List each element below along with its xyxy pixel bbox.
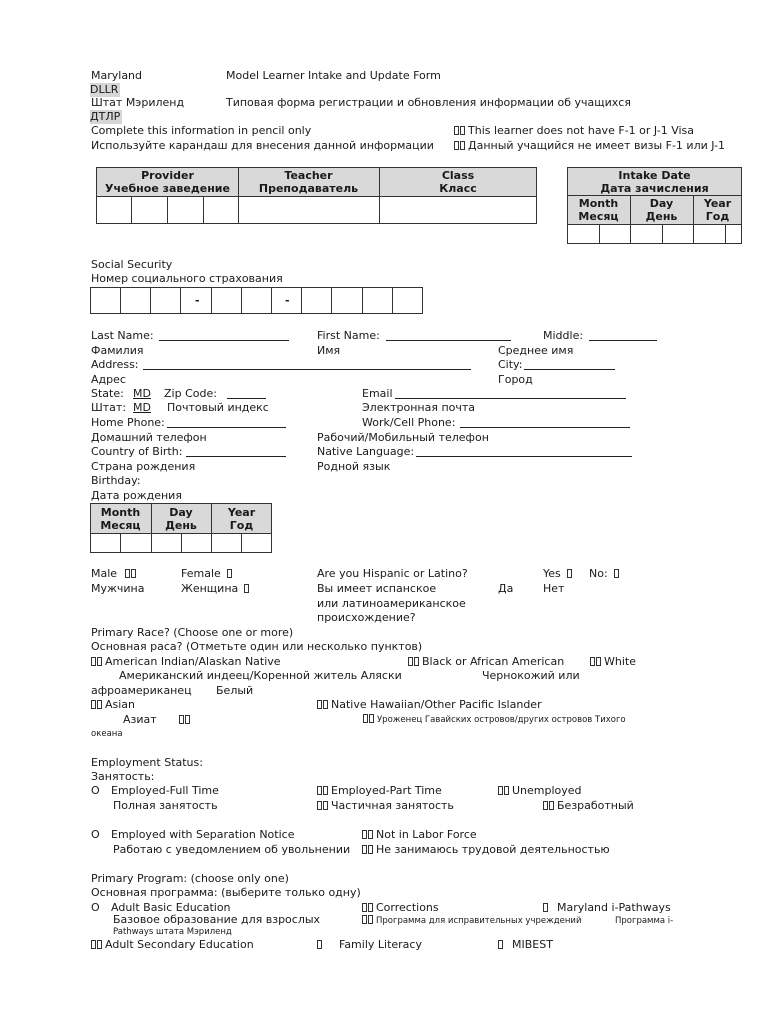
native-language-label-ru: Родной язык [317, 460, 391, 473]
intake-date-input-row [568, 224, 741, 243]
ssn-divider [241, 287, 242, 314]
ssn-dash: - [195, 294, 200, 307]
email-label-ru: Электронная почта [362, 401, 476, 414]
checkbox-icon[interactable] [362, 915, 375, 926]
checkbox-icon[interactable] [363, 714, 376, 725]
last-name-label: Last Name: [91, 329, 154, 342]
header-state-ru: Штат Мэриленд [91, 96, 185, 109]
hispanic-no-ru: Нет [543, 582, 565, 595]
employment-part-time[interactable] [317, 784, 442, 798]
corrections-label: Corrections [376, 901, 439, 914]
race-label-en: Primary Race? (Choose one or more) [91, 626, 294, 639]
race-label-ru: Основная раса? (Отметьте один или несколько пунктов) [91, 640, 423, 653]
checkbox-icon[interactable] [362, 902, 375, 913]
hispanic-question-ru-3: происхождение? [317, 611, 416, 624]
program-family-literacy[interactable] [317, 938, 422, 952]
visa-label-ru: Данный учащийся не имеет визы F-1 или J-1 [468, 139, 726, 152]
pencil-instruction-en: Complete this information in pencil only [91, 124, 312, 137]
program-ipathways[interactable] [543, 901, 671, 915]
ase-label: Adult Secondary Education [105, 938, 254, 951]
hispanic-no-label: No: [589, 567, 608, 580]
checkbox-icon[interactable] [408, 656, 421, 667]
city-label-ru: Город [498, 373, 533, 386]
gender-male[interactable] [91, 567, 139, 581]
family-literacy-label: Family Literacy [339, 938, 422, 951]
table-divider [241, 533, 242, 553]
separation-label-ru: Работаю с уведомлением об увольнении [113, 843, 351, 856]
ssn-divider [301, 287, 302, 314]
program-ase[interactable] [91, 938, 254, 952]
ssn-divider [120, 287, 121, 314]
ipathways-label-ru-2: Pathways штата Мэриленд [113, 927, 232, 937]
hispanic-yes-ru: Да [498, 582, 514, 595]
zip-field[interactable] [227, 398, 266, 399]
gender-female[interactable] [181, 567, 241, 581]
checkbox-icon[interactable] [91, 699, 104, 710]
checkbox-icon[interactable] [227, 568, 240, 579]
american-indian-label-ru: Американский индеец/Коренной житель Аляски [119, 669, 402, 682]
address-field[interactable] [143, 369, 471, 370]
provider-cell-4[interactable] [204, 197, 238, 223]
program-label-en: Primary Program: (choose only one) [91, 872, 289, 885]
city-label: City: [498, 358, 523, 371]
checkbox-icon[interactable] [91, 939, 104, 950]
hispanic-question-ru-2: или латиноамериканское [317, 597, 466, 610]
table-divider [599, 224, 600, 244]
male-label-ru: Мужчина [91, 582, 145, 595]
separation-label: Employed with Separation Notice [111, 828, 295, 841]
hispanic-yes-label: Yes [543, 567, 561, 580]
checkbox-icon[interactable] [317, 800, 330, 811]
state-label: State: [91, 387, 124, 400]
country-label-ru: Страна рождения [91, 460, 196, 473]
checkbox-icon[interactable] [91, 656, 104, 667]
birth-day-header: Day День [165, 506, 197, 532]
race-asian[interactable] [91, 698, 135, 712]
work-phone-label: Work/Cell Phone: [362, 416, 456, 429]
header-state-en: Maryland [91, 69, 143, 82]
birth-year-header: Year Год [227, 506, 256, 532]
ssn-divider [331, 287, 332, 314]
black-label-ru-1: Чернокожий или [482, 669, 580, 682]
radio-icon[interactable]: O [91, 828, 100, 841]
employment-label-en: Employment Status: [91, 756, 203, 769]
corrections-label-ru: Программа для исправительных учреждений [362, 914, 581, 928]
asian-label: Asian [105, 698, 136, 711]
native-language-label: Native Language: [317, 445, 415, 458]
employment-separation[interactable] [91, 828, 294, 842]
zip-label-ru: Почтовый индекс [167, 401, 269, 414]
race-american-indian[interactable] [91, 655, 281, 669]
table-divider [181, 533, 182, 553]
visa-checkbox-ru[interactable] [454, 139, 725, 153]
employment-unemployed[interactable] [498, 784, 582, 798]
checkbox-icon[interactable] [125, 568, 138, 579]
female-label: Female [181, 567, 221, 580]
white-label-ru: Белый [216, 684, 254, 697]
checkbox-icon[interactable] [317, 939, 330, 950]
birth-month-header: Month Месяц [100, 506, 141, 532]
form-title-ru: Типовая форма регистрации и обновления информации об учащихся [226, 96, 631, 109]
table-divider [120, 533, 121, 553]
country-field[interactable] [186, 456, 286, 457]
checkbox-icon[interactable] [362, 844, 375, 855]
radio-icon[interactable]: O [91, 784, 100, 797]
black-label-ru-2: афроамериканец [91, 684, 192, 697]
black-label: Black or African American [422, 655, 565, 668]
abe-label: Adult Basic Education [111, 901, 231, 914]
hispanic-no[interactable] [589, 567, 628, 581]
email-field[interactable] [395, 398, 626, 399]
ssn-input-grid[interactable] [90, 287, 423, 314]
intake-month-header: Month Месяц [578, 197, 619, 223]
provider-cell-2[interactable] [132, 197, 167, 223]
hawaiian-label-ru-2: океана [91, 729, 123, 739]
race-white[interactable] [590, 655, 636, 669]
last-name-label-ru: Фамилия [91, 344, 144, 357]
ssn-divider [271, 287, 272, 314]
checkbox-icon[interactable] [498, 785, 511, 796]
state-value-ru: MD [133, 401, 151, 414]
first-name-label: First Name: [317, 329, 380, 342]
radio-icon[interactable]: O [91, 901, 100, 914]
checkbox-icon[interactable] [362, 829, 375, 840]
teacher-cell[interactable] [239, 197, 379, 223]
hawaiian-label-ru-1: Уроженец Гавайских островов/других островов Тихого [363, 713, 626, 727]
unemployed-label-ru: Безработный [543, 799, 634, 813]
home-phone-label: Home Phone: [91, 416, 165, 429]
home-phone-field[interactable] [167, 427, 286, 428]
checkbox-icon[interactable] [567, 568, 580, 579]
birthday-label: Birthday: [91, 474, 141, 487]
intake-date-title: Intake Date Дата зачисления [600, 169, 709, 195]
last-name-field[interactable] [159, 340, 289, 341]
checkbox-icon[interactable] [543, 800, 556, 811]
zip-label: Zip Code: [164, 387, 217, 400]
part-time-label: Employed-Part Time [331, 784, 442, 797]
provider-cell-1[interactable] [97, 197, 131, 223]
mibest-label: MIBEST [512, 938, 553, 951]
ssn-divider [150, 287, 151, 314]
ipathways-label: Maryland i-Pathways [557, 901, 671, 914]
teacher-header: Teacher Преподаватель [258, 169, 359, 195]
email-label: Email [362, 387, 393, 400]
american-indian-label: American Indian/Alaskan Native [105, 655, 281, 668]
work-phone-field[interactable] [460, 427, 630, 428]
employment-full-time[interactable] [91, 784, 219, 798]
checkbox-icon[interactable] [614, 568, 627, 579]
state-label-ru: Штат: [91, 401, 127, 414]
birthday-label-ru: Дата рождения [91, 489, 182, 502]
class-cell[interactable] [380, 197, 536, 223]
table-divider [567, 195, 742, 196]
ssn-dash: - [285, 294, 290, 307]
table-divider [567, 224, 742, 225]
pencil-instruction-ru: Используйте карандаш для внесения данной информации [91, 139, 434, 152]
ssn-divider [392, 287, 393, 314]
checkbox-icon[interactable] [317, 699, 330, 710]
full-time-label: Employed-Full Time [111, 784, 219, 797]
city-field[interactable] [524, 369, 615, 370]
hispanic-yes[interactable] [543, 567, 581, 581]
checkbox-icon[interactable] [179, 714, 192, 725]
full-time-label-ru: Полная занятость [113, 799, 218, 812]
middle-name-field[interactable] [589, 340, 657, 341]
ssn-divider [362, 287, 363, 314]
male-label: Male [91, 567, 118, 580]
race-black[interactable] [408, 655, 564, 669]
ssn-divider [180, 287, 181, 314]
ssn-label-ru: Номер социального страхования [91, 272, 283, 285]
program-mibest[interactable] [498, 938, 553, 952]
visa-label-en: This learner does not have F-1 or J-1 Visa [468, 124, 694, 137]
header-agency-en: DLLR [90, 83, 119, 96]
ipathways-label-ru-1: Программа i- [615, 916, 674, 926]
work-phone-label-ru: Рабочий/Мобильный телефон [317, 431, 489, 444]
ssn-label-en: Social Security [91, 258, 173, 271]
checkbox-icon[interactable] [543, 902, 556, 913]
address-label: Address: [91, 358, 139, 371]
race-hawaiian[interactable] [317, 698, 542, 712]
state-value[interactable]: MD [133, 387, 151, 400]
table-divider [662, 224, 663, 244]
program-corrections[interactable] [362, 901, 439, 915]
white-label: White [604, 655, 636, 668]
female-label-ru: Женщина [181, 582, 258, 596]
checkbox-icon[interactable] [454, 140, 467, 151]
middle-name-label: Middle: [543, 329, 584, 342]
checkbox-icon[interactable] [244, 583, 257, 594]
header-agency-ru: ДТЛР [90, 110, 121, 123]
first-name-field[interactable] [386, 340, 511, 341]
employment-not-in-labor[interactable] [362, 828, 477, 842]
checkbox-icon[interactable] [498, 939, 511, 950]
asian-label-ru: Азиат [123, 713, 193, 727]
native-language-field[interactable] [416, 456, 632, 457]
form-title-en: Model Learner Intake and Update Form [226, 69, 441, 82]
table-divider [725, 224, 726, 244]
visa-checkbox-en[interactable] [454, 124, 694, 138]
part-time-label-ru: Частичная занятость [317, 799, 454, 813]
middle-name-label-ru: Среднее имя [498, 344, 574, 357]
checkbox-icon[interactable] [590, 656, 603, 667]
program-label-ru: Основная программа: (выберите только одну) [91, 886, 361, 899]
hispanic-question-en: Are you Hispanic or Latino? [317, 567, 468, 580]
country-label: Country of Birth: [91, 445, 183, 458]
intake-day-header: Day День [645, 197, 678, 223]
ssn-divider [211, 287, 212, 314]
intake-year-header: Year Год [703, 197, 732, 223]
not-in-labor-label: Not in Labor Force [376, 828, 477, 841]
checkbox-icon[interactable] [317, 785, 330, 796]
hispanic-question-ru-1: Вы имеет испанское [317, 582, 437, 595]
not-in-labor-label-ru: Не занимаюсь трудовой деятельностью [362, 843, 610, 857]
first-name-label-ru: Имя [317, 344, 341, 357]
provider-header: Provider Учебное заведение [105, 169, 230, 195]
checkbox-icon[interactable] [454, 125, 467, 136]
address-label-ru: Адрес [91, 373, 126, 386]
unemployed-label: Unemployed [512, 784, 582, 797]
provider-cell-3[interactable] [168, 197, 203, 223]
employment-label-ru: Занятость: [91, 770, 155, 783]
class-header: Class Класс [439, 169, 477, 195]
hawaiian-label: Native Hawaiian/Other Pacific Islander [331, 698, 542, 711]
abe-label-ru: Базовое образование для взрослых [113, 913, 321, 926]
home-phone-label-ru: Домашний телефон [91, 431, 207, 444]
